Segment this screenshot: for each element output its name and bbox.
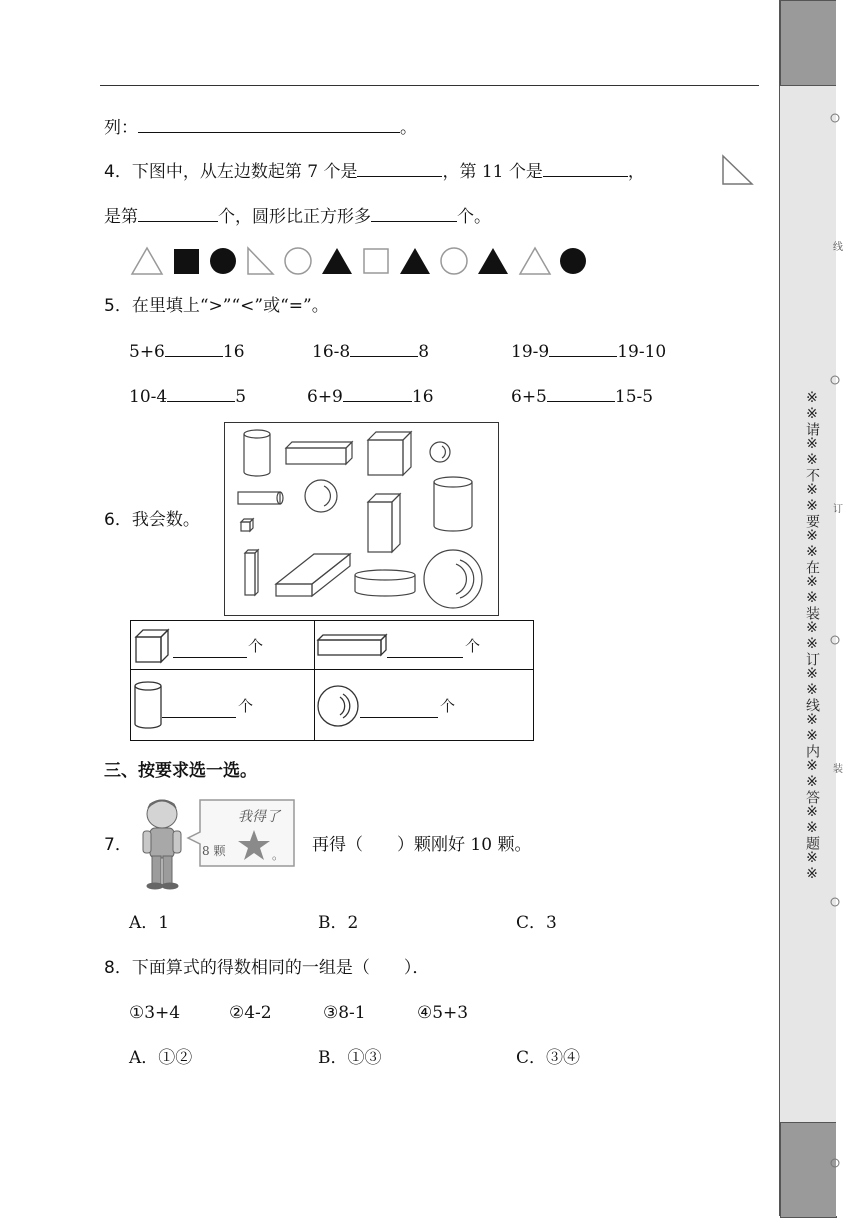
triangle-filled-shape bbox=[478, 248, 508, 274]
q3-tail: 列： 。 bbox=[104, 118, 417, 138]
answer-blank[interactable] bbox=[138, 205, 218, 222]
answer-blank[interactable] bbox=[543, 160, 628, 177]
q4-line2: 是第 个，圆形比正方形多 个。 bbox=[104, 207, 491, 227]
q6-instruction: 6．我会数。 bbox=[104, 510, 200, 530]
sphere-icon bbox=[316, 684, 360, 728]
margin-block-bottom bbox=[780, 1122, 837, 1218]
q8-expr: ①3+4 bbox=[129, 1003, 181, 1023]
count-cell-cylinder: 个 bbox=[131, 670, 315, 741]
option-a[interactable]: A．①② bbox=[129, 1048, 193, 1068]
section-title: 三、按要求选一选。 bbox=[104, 761, 257, 781]
shape-row bbox=[128, 244, 598, 278]
option-a[interactable]: A．1 bbox=[129, 913, 170, 933]
compare-blank[interactable] bbox=[549, 340, 617, 357]
q5-item: 10-4 5 bbox=[129, 387, 247, 407]
count-blank[interactable] bbox=[162, 701, 236, 718]
circle-outline-shape bbox=[285, 248, 311, 274]
cuboid-icon bbox=[316, 631, 388, 659]
triangle-outline-shape bbox=[132, 248, 162, 274]
binding-circles bbox=[830, 0, 840, 1216]
circle-filled-shape bbox=[560, 248, 586, 274]
right-triangle-icon bbox=[720, 154, 754, 186]
triangle-outline-shape bbox=[520, 248, 550, 274]
bubble-top-text: 我得了 bbox=[238, 809, 280, 825]
count-blank[interactable] bbox=[387, 641, 463, 658]
compare-blank[interactable] bbox=[165, 340, 223, 357]
count-cell-cube: 个 bbox=[131, 621, 315, 670]
q5-instruction: 5．在里填上“>”“<”或“=”。 bbox=[104, 296, 329, 316]
count-table bbox=[130, 620, 534, 741]
q8-expr: ③8-1 bbox=[323, 1003, 366, 1023]
count-blank[interactable] bbox=[360, 701, 438, 718]
margin-mark: 装 bbox=[833, 764, 843, 775]
q7-number: 7． bbox=[104, 835, 132, 855]
compare-blank[interactable] bbox=[343, 385, 412, 402]
right-triangle-outline-shape bbox=[248, 248, 273, 274]
circle-outline-shape bbox=[441, 248, 467, 274]
option-b[interactable]: B．①③ bbox=[318, 1048, 382, 1068]
q7-question: 再得（ ）颗刚好 10 颗。 bbox=[312, 835, 532, 855]
margin-mark: 订 bbox=[833, 504, 843, 515]
square-outline-shape bbox=[364, 249, 388, 273]
q5-item: 16-8 8 bbox=[312, 342, 430, 362]
compare-blank[interactable] bbox=[547, 385, 615, 402]
count-cell-sphere: 个 bbox=[315, 670, 534, 741]
q8-expr: ②4-2 bbox=[229, 1003, 272, 1023]
q5-item: 5+6 16 bbox=[129, 342, 245, 362]
header-rule bbox=[100, 85, 759, 86]
bubble-count-text: 8 颗 bbox=[202, 844, 226, 858]
option-c[interactable]: C．③④ bbox=[516, 1048, 581, 1068]
q8-question: 8．下面算式的得数相同的一组是（ ）． bbox=[104, 958, 430, 978]
compare-blank[interactable] bbox=[350, 340, 418, 357]
cylinder-icon bbox=[132, 679, 164, 731]
compare-blank[interactable] bbox=[167, 385, 235, 402]
solids-picture bbox=[224, 422, 500, 617]
margin-mark: 线 bbox=[833, 242, 843, 253]
square-filled-shape bbox=[174, 249, 199, 274]
circle-filled-shape bbox=[210, 248, 236, 274]
q5-item: 6+5 15-5 bbox=[511, 387, 654, 407]
count-cell-cuboid: 个 bbox=[315, 621, 534, 670]
answer-blank[interactable] bbox=[371, 205, 457, 222]
q8-expr: ④5+3 bbox=[417, 1003, 469, 1023]
q5-item: 19-9 19-10 bbox=[511, 342, 667, 362]
q5-item: 6+9 16 bbox=[307, 387, 434, 407]
margin-block-top bbox=[780, 0, 837, 86]
answer-blank[interactable] bbox=[357, 160, 442, 177]
q4-line1: 4．下图中，从左边数起第 7 个是 ，第 11 个是 ， bbox=[104, 162, 645, 182]
cube-icon bbox=[134, 628, 174, 664]
count-blank[interactable] bbox=[173, 641, 247, 658]
option-c[interactable]: C．3 bbox=[516, 913, 557, 933]
margin-warning: ※※请※※不※※要※※在※※装※※订※※线※※内※※答※※题※※ bbox=[804, 390, 820, 882]
triangle-filled-shape bbox=[400, 248, 430, 274]
bubble-period: 。 bbox=[272, 848, 285, 862]
triangle-filled-shape bbox=[322, 248, 352, 274]
option-b[interactable]: B．2 bbox=[318, 913, 359, 933]
boy-illustration bbox=[140, 796, 186, 892]
answer-blank[interactable] bbox=[138, 116, 400, 133]
